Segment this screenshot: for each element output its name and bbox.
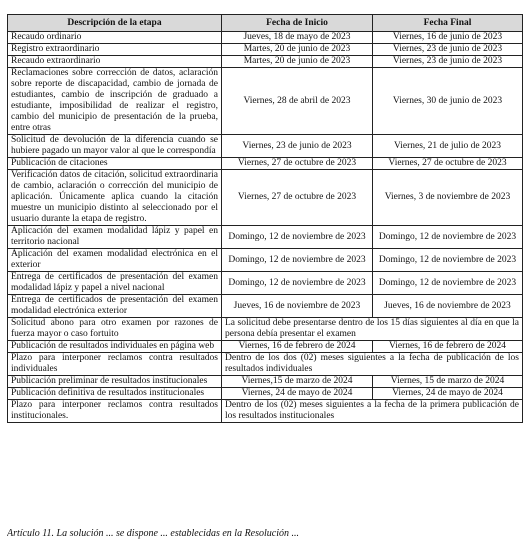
stage-description: Publicación definitiva de resultados institucionales — [8, 388, 222, 400]
stage-end-date: Viernes, 23 de junio de 2023 — [373, 56, 523, 68]
table-row — [8, 158, 523, 170]
stage-end-date: Domingo, 12 de noviembre de 2023 — [373, 272, 523, 295]
stage-description: Publicación preliminar de resultados institucionales — [8, 376, 222, 388]
stage-start-date: Martes, 20 de junio de 2023 — [222, 44, 373, 56]
schedule-table — [7, 14, 523, 423]
stage-description: Plazo para interponer reclamos contra resultados institucionales. — [8, 400, 222, 423]
table-row — [8, 226, 523, 249]
table-row — [8, 135, 523, 158]
stage-start-date: Viernes, 27 de octubre de 2023 — [222, 170, 373, 226]
stage-end-date: Viernes, 23 de junio de 2023 — [373, 44, 523, 56]
stage-description: Solicitud abono para otro examen por razones de fuerza mayor o caso fortuito — [8, 318, 222, 341]
stage-start-date: Viernes, 28 de abril de 2023 — [222, 68, 373, 135]
table-row — [8, 272, 523, 295]
stage-note: Dentro de los dos (02) meses siguientes a la fecha de publicación de los resultados individuales — [222, 353, 523, 376]
stage-description: Recaudo extraordinario — [8, 56, 222, 68]
stage-end-date: Viernes, 16 de febrero de 2024 — [373, 341, 523, 353]
stage-description: Publicación de resultados individuales en página web — [8, 341, 222, 353]
stage-note: Dentro de los (02) meses siguientes a la fecha de la primera publicación de los resultados institucionales — [222, 400, 523, 423]
table-row — [8, 295, 523, 318]
table-row — [8, 376, 523, 388]
header-end-date: Fecha Final — [373, 15, 523, 32]
stage-end-date: Domingo, 12 de noviembre de 2023 — [373, 249, 523, 272]
caption-text: Artículo 11. La solución ... se dispone ... establecidas en la Resolución ... — [7, 528, 300, 539]
stage-start-date: Domingo, 12 de noviembre de 2023 — [222, 249, 373, 272]
stage-end-date: Viernes, 30 de junio de 2023 — [373, 68, 523, 135]
stage-description: Aplicación del examen modalidad lápiz y papel en territorio nacional — [8, 226, 222, 249]
stage-description: Solicitud de devolución de la diferencia cuando se hubiere pagado un mayor valor al que le correspondía — [8, 135, 222, 158]
stage-start-date: Viernes, 24 de mayo de 2024 — [222, 388, 373, 400]
table-row — [8, 318, 523, 341]
table-row — [8, 32, 523, 44]
stage-start-date: Viernes,15 de marzo de 2024 — [222, 376, 373, 388]
table-row — [8, 170, 523, 226]
stage-description: Reclamaciones sobre corrección de datos, aclaración sobre reporte de discapacidad, cambio de jornada de estudiantes, cambio de inscripción de graduado a estudiante, imposibilidad de realizar el registro, cambio del municipio de presentación de la prueba, entre otras — [8, 68, 222, 135]
stage-description: Verificación datos de citación, solicitud extraordinaria de cambio, aclaración o corrección del municipio de aplicación. Únicamente aplica cuando la citación muestre un municipio distinto al seleccionado por el usuario durante la etapa de registro. — [8, 170, 222, 226]
stage-start-date: Jueves, 16 de noviembre de 2023 — [222, 295, 373, 318]
header-description: Descripción de la etapa — [8, 15, 222, 32]
stage-end-date: Viernes, 16 de junio de 2023 — [373, 32, 523, 44]
stage-description: Recaudo ordinario — [8, 32, 222, 44]
stage-start-date: Domingo, 12 de noviembre de 2023 — [222, 226, 373, 249]
stage-end-date: Viernes, 24 de mayo de 2024 — [373, 388, 523, 400]
table-row — [8, 341, 523, 353]
stage-start-date: Viernes, 23 de junio de 2023 — [222, 135, 373, 158]
table-header-row — [8, 15, 523, 32]
stage-end-date: Viernes, 27 de octubre de 2023 — [373, 158, 523, 170]
table-row — [8, 388, 523, 400]
header-start-date: Fecha de Inicio — [222, 15, 373, 32]
stage-start-date: Domingo, 12 de noviembre de 2023 — [222, 272, 373, 295]
stage-start-date: Jueves, 18 de mayo de 2023 — [222, 32, 373, 44]
stage-end-date: Jueves, 16 de noviembre de 2023 — [373, 295, 523, 318]
stage-description: Entrega de certificados de presentación del examen modalidad electrónica exterior — [8, 295, 222, 318]
stage-description: Aplicación del examen modalidad electrónica en el exterior — [8, 249, 222, 272]
table-row — [8, 56, 523, 68]
schedule-document — [7, 14, 522, 423]
stage-description: Plazo para interponer reclamos contra resultados individuales — [8, 353, 222, 376]
stage-end-date: Viernes, 21 de julio de 2023 — [373, 135, 523, 158]
table-row — [8, 400, 523, 423]
table-row — [8, 249, 523, 272]
stage-start-date: Martes, 20 de junio de 2023 — [222, 56, 373, 68]
stage-description: Registro extraordinario — [8, 44, 222, 56]
stage-end-date: Viernes, 15 de marzo de 2024 — [373, 376, 523, 388]
stage-note: La solicitud debe presentarse dentro de los 15 días siguientes al día en que la persona debía presentar el examen — [222, 318, 523, 341]
table-row — [8, 44, 523, 56]
table-row — [8, 68, 523, 135]
stage-start-date: Viernes, 27 de octubre de 2023 — [222, 158, 373, 170]
stage-end-date: Domingo, 12 de noviembre de 2023 — [373, 226, 523, 249]
stage-start-date: Viernes, 16 de febrero de 2024 — [222, 341, 373, 353]
table-row — [8, 353, 523, 376]
stage-description: Entrega de certificados de presentación del examen modalidad lápiz y papel a nivel nacional — [8, 272, 222, 295]
stage-description: Publicación de citaciones — [8, 158, 222, 170]
stage-end-date: Viernes, 3 de noviembre de 2023 — [373, 170, 523, 226]
table-body — [8, 32, 523, 423]
